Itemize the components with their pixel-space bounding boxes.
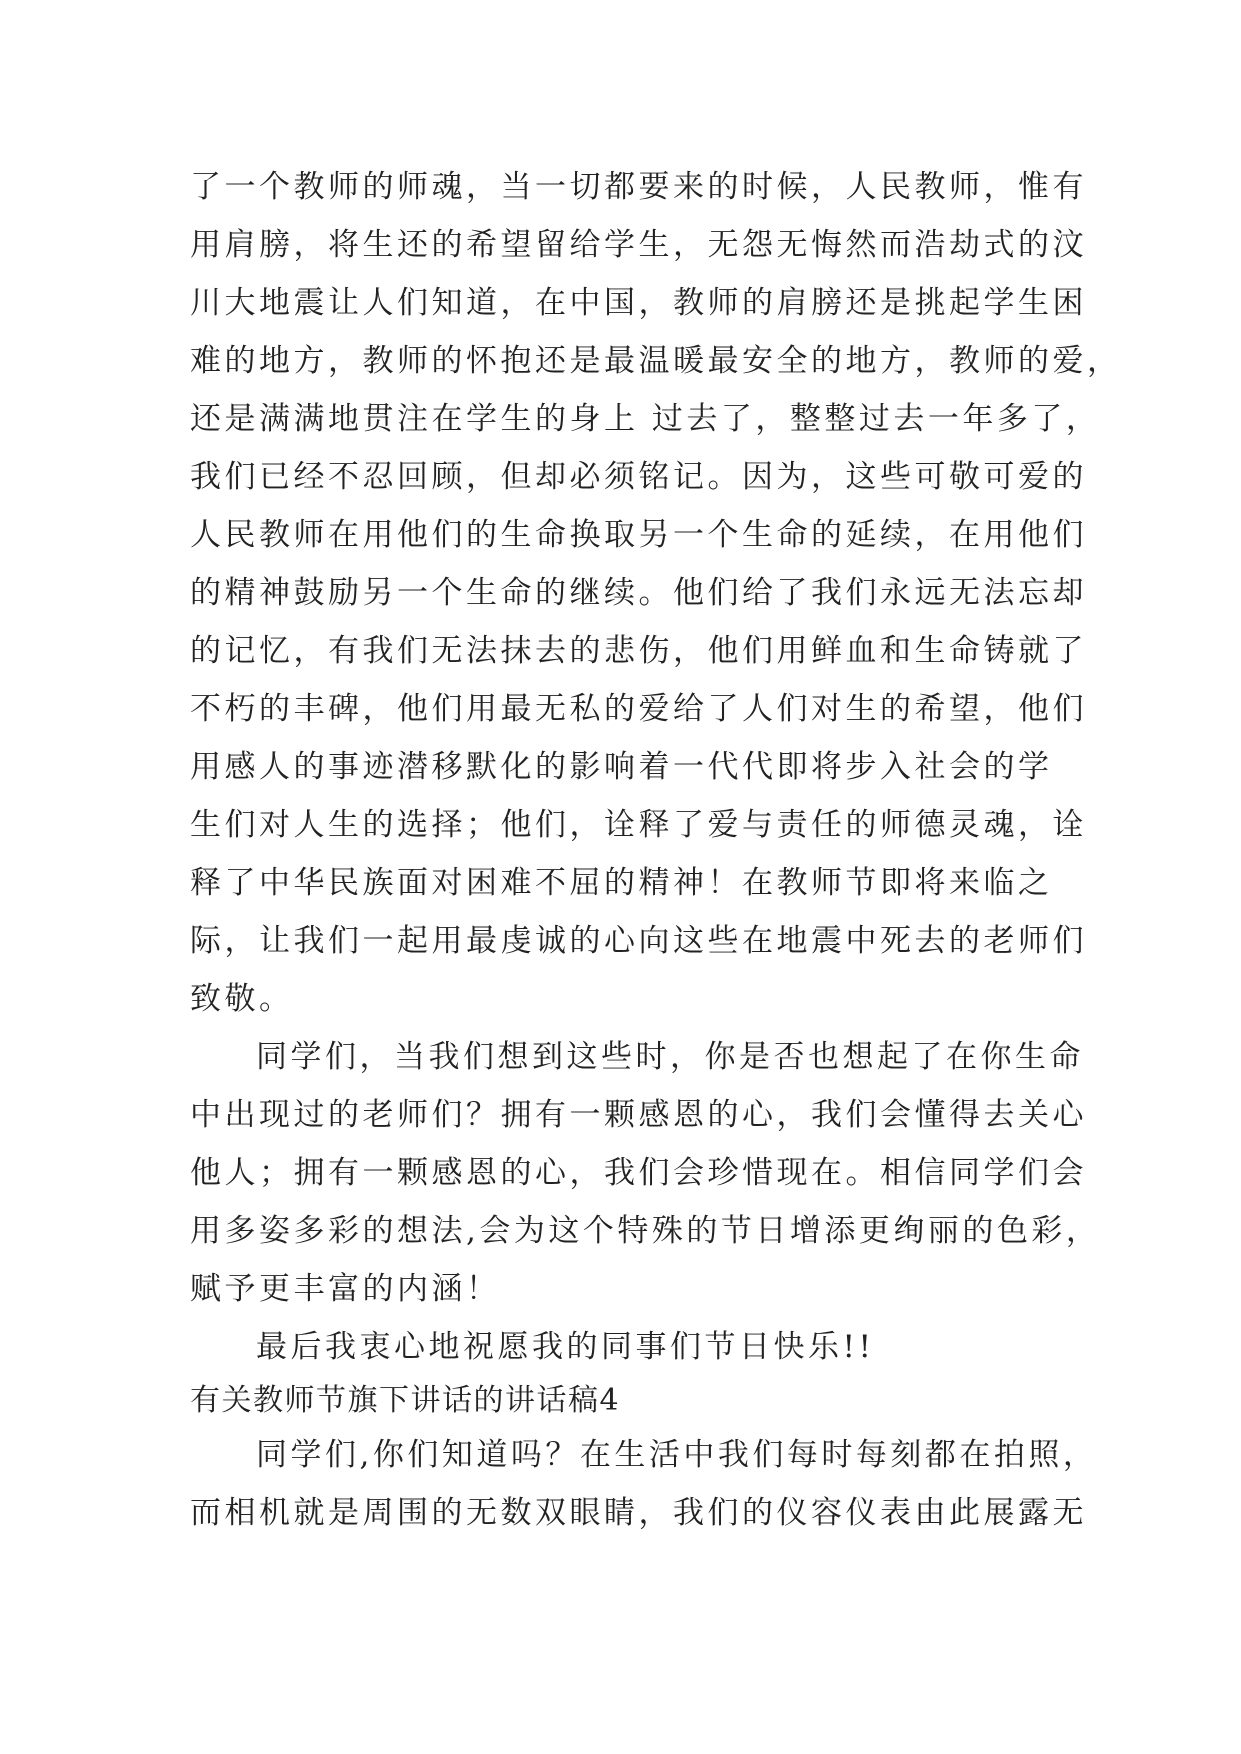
text-line: 用多姿多彩的想法,会为这个特殊的节日增添更绚丽的色彩， [190,1213,1101,1249]
text-line: 释了中华民族面对困难不屈的精神！在教师节即将来临之 [190,865,1053,901]
text-line: 川大地震让人们知道，在中国，教师的肩膀还是挑起学生困 [190,285,1087,321]
text-line: 同学们,你们知道吗？在生活中我们每时每刻都在拍照， [256,1437,1098,1473]
text-line: 赋予更丰富的内涵！ [190,1271,501,1307]
text-line: 中出现过的老师们？拥有一颗感恩的心，我们会懂得去关心 [190,1097,1087,1133]
text-line: 致敬。 [190,981,294,1017]
text-line: 了一个教师的师魂，当一切都要来的时候，人民教师，惟有 [190,169,1087,205]
text-line: 用肩膀，将生还的希望留给学生，无怨无悔然而浩劫式的汶 [190,227,1087,263]
text-line: 我们已经不忍回顾，但却必须铭记。因为，这些可敬可爱的 [190,459,1087,495]
text-line: 而相机就是周围的无数双眼睛，我们的仪容仪表由此展露无 [190,1495,1087,1531]
text-line: 难的地方，教师的怀抱还是最温暖最安全的地方，教师的爱， [190,343,1122,379]
text-line: 同学们，当我们想到这些时，你是否也想起了在你生命 [256,1039,1084,1075]
text-line: 生们对人生的选择；他们，诠释了爱与责任的师德灵魂，诠 [190,807,1087,843]
text-line: 他人；拥有一颗感恩的心，我们会珍惜现在。相信同学们会 [190,1155,1087,1191]
paragraph-1 [190,158,1122,1028]
text-line: 的精神鼓励另一个生命的继续。他们给了我们永远无法忘却 [190,575,1087,611]
section-heading: 有关教师节旗下讲话的讲话稿4 [190,1383,621,1418]
text-line: 不朽的丰碑，他们用最无私的爱给了人们对生的希望，他们 [190,691,1087,727]
text-line: 际，让我们一起用最虔诚的心向这些在地震中死去的老师们 [190,923,1087,959]
text-line: 用感人的事迹潜移默化的影响着一代代即将步入社会的学 [190,749,1053,785]
text-line: 人民教师在用他们的生命换取另一个生命的延续，在用他们 [190,517,1087,553]
paragraph-4 [190,1426,1098,1542]
text-line: 还是满满地贯注在学生的身上 过去了，整整过去一年多了， [190,401,1101,437]
text-line: 的记忆，有我们无法抹去的悲伤，他们用鲜血和生命铸就了 [190,633,1087,669]
paragraph-3 [190,1318,1070,1376]
text-line: 最后我衷心地祝愿我的同事们节日快乐!! [256,1329,875,1365]
paragraph-2 [190,1028,1101,1318]
document-body [190,158,1122,1542]
